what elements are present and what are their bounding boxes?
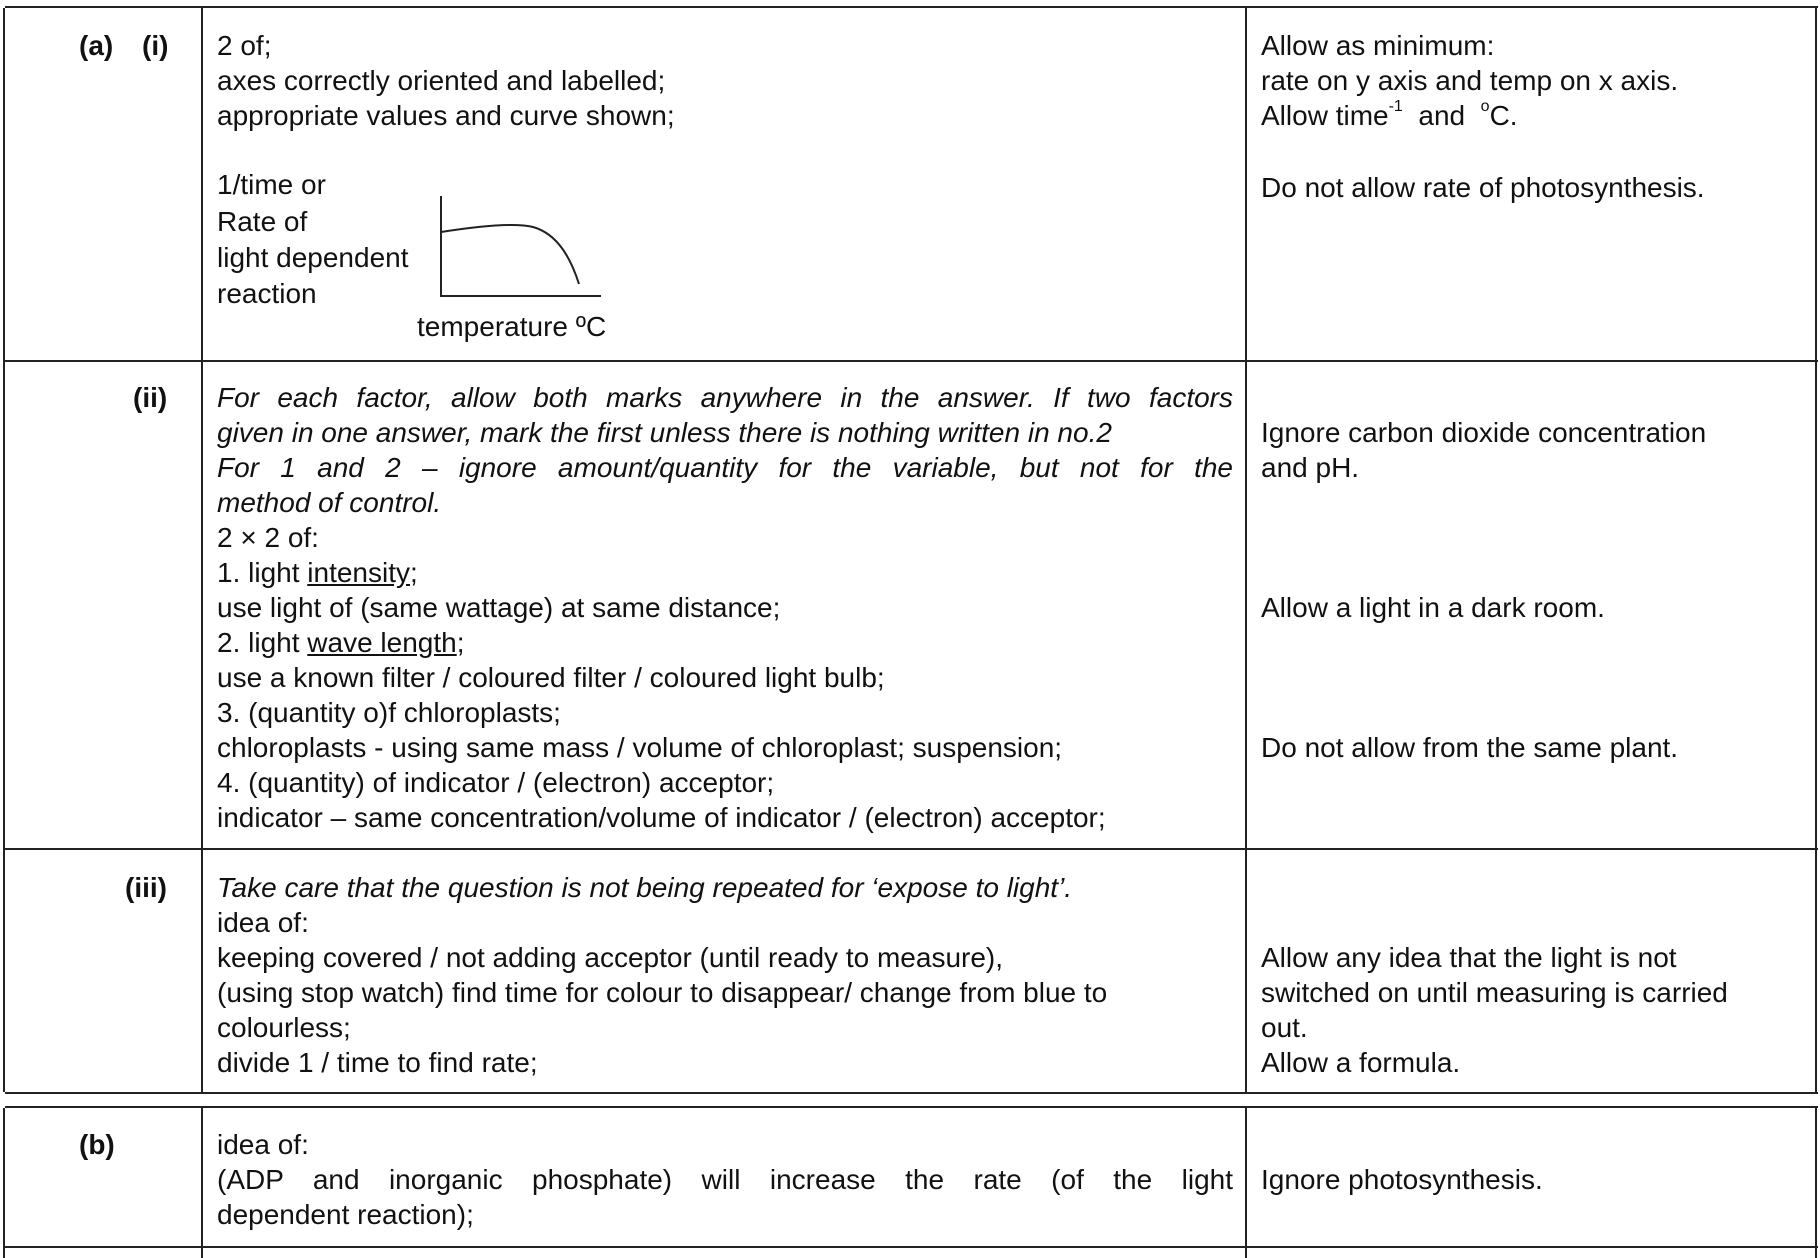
part-label-b: (b) [79, 1129, 115, 1160]
note-line: Allow a light in a dark room. [1261, 592, 1605, 623]
subpart-label-iii: (iii) [125, 872, 167, 903]
rate-curve [441, 225, 579, 284]
factor-2-control: use a known filter / coloured filter / coloured light bulb; [217, 662, 885, 693]
note-line: Ignore photosynthesis. [1261, 1164, 1543, 1195]
mark-scheme-table-a [5, 6, 1818, 1094]
note-line: Allow a formula. [1261, 1047, 1461, 1078]
row-divider [5, 1246, 1818, 1248]
answer-line: keeping covered / not adding acceptor (until ready to measure), [217, 942, 1004, 973]
answer-line: dependent reaction); [217, 1199, 474, 1230]
row-a-i [5, 8, 1818, 360]
temperature-rate-sketch [433, 194, 603, 304]
factor-4: 4. (quantity) of indicator / (electron) acceptor; [217, 767, 775, 798]
factor-4-control: indicator – same concentration/volume of indicator / (electron) acceptor; [217, 802, 1106, 833]
answer-line: appropriate values and curve shown; [217, 100, 675, 131]
note-line: switched on until measuring is carried [1261, 977, 1728, 1008]
answer-line: axes correctly oriented and labelled; [217, 65, 666, 96]
part-label-a: (a) [79, 30, 114, 61]
answer-line: 2 × 2 of: [217, 522, 319, 553]
graph-y-label: 1/time or [217, 169, 326, 200]
answer-line: idea of: [217, 1129, 309, 1160]
guidance-line: For each factor, allow both marks anywhere in the answer. If two factors [217, 382, 1233, 413]
subpart-label-ii: (ii) [133, 382, 168, 413]
graph-x-label: temperature ºC [417, 311, 607, 342]
note-line: Ignore carbon dioxide concentration [1261, 417, 1707, 448]
row-a-ii [5, 360, 1818, 848]
note-line: Allow time$^{-1}$ and $^o$C. [1261, 97, 1518, 131]
note-line: Allow any idea that the light is not [1261, 942, 1677, 973]
row-a-iii [5, 848, 1818, 1094]
mark-scheme-table-b [5, 1106, 1818, 1258]
answer-line: (ADP and inorganic phosphate) will increase the rate (of the light [217, 1164, 1233, 1195]
note-line: Do not allow from the same plant. [1261, 732, 1679, 763]
note-line: and pH. [1261, 452, 1360, 483]
factor-1-control: use light of (same wattage) at same distance; [217, 592, 781, 623]
note-line: Allow as minimum: [1261, 30, 1495, 61]
guidance-line: For 1 and 2 – ignore amount/quantity for the variable, but not for the [217, 452, 1233, 483]
row-b [5, 1108, 1818, 1246]
subpart-label-i: (i) [142, 30, 169, 61]
factor-3-control: chloroplasts - using same mass / volume of chloroplast; suspension; [217, 732, 1063, 763]
factor-2: 2. light wave length; [217, 627, 465, 658]
factor-1: 1. light intensity; [217, 557, 418, 588]
factor-3: 3. (quantity o)f chloroplasts; [217, 697, 561, 728]
guidance-line: Take care that the question is not being repeated for ‘expose to light’. [217, 872, 1073, 903]
note-line: Do not allow rate of photosynthesis. [1261, 172, 1705, 203]
graph-y-label: light dependent [217, 242, 409, 273]
guidance-line: method of control. [217, 487, 442, 518]
answer-line: divide 1 / time to find rate; [217, 1047, 538, 1078]
answer-line: 2 of; [217, 30, 272, 61]
graph-y-label: reaction [217, 278, 317, 309]
graph-y-label: Rate of [217, 206, 308, 237]
answer-line: (using stop watch) find time for colour to disappear/ change from blue to [217, 977, 1108, 1008]
guidance-line: given in one answer, mark the first unless there is nothing written in no.2 [217, 417, 1112, 448]
note-line: rate on y axis and temp on x axis. [1261, 65, 1679, 96]
note-line: out. [1261, 1012, 1308, 1043]
answer-line: colourless; [217, 1012, 351, 1043]
answer-line: idea of: [217, 907, 309, 938]
